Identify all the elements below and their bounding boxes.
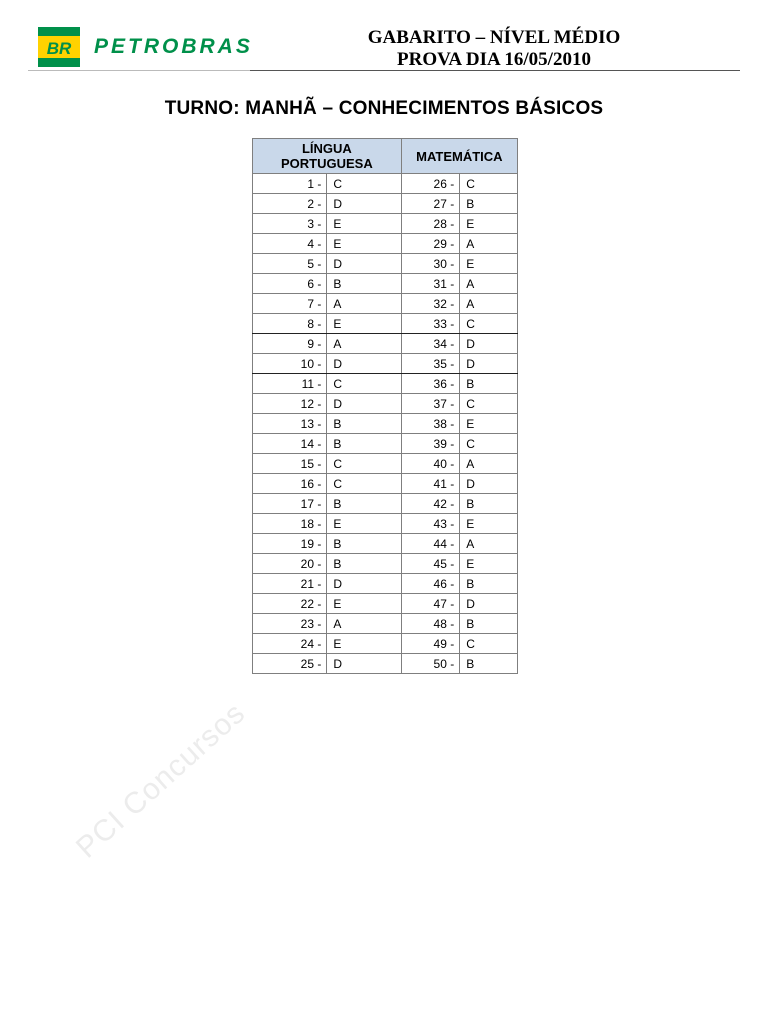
answer-letter: B <box>460 494 518 514</box>
table-row <box>253 514 518 534</box>
question-number: 18 - <box>253 514 327 534</box>
question-number: 33 - <box>401 314 459 334</box>
table-row <box>253 234 518 254</box>
question-number: 36 - <box>401 374 459 394</box>
question-number: 43 - <box>401 514 459 534</box>
br-badge-icon <box>38 27 80 67</box>
answer-key-table <box>252 138 518 674</box>
table-row <box>253 354 518 374</box>
table-header-row <box>253 139 518 174</box>
table-row <box>253 334 518 354</box>
answer-letter: A <box>460 534 518 554</box>
answer-letter: B <box>327 434 401 454</box>
title-line-1: GABARITO – NÍVEL MÉDIO <box>367 27 621 48</box>
table-row <box>253 554 518 574</box>
answer-letter: D <box>327 254 401 274</box>
question-number: 10 - <box>253 354 327 374</box>
answer-letter: A <box>460 294 518 314</box>
question-number: 11 - <box>253 374 327 394</box>
question-number: 19 - <box>253 534 327 554</box>
answer-letter: A <box>460 454 518 474</box>
question-number: 12 - <box>253 394 327 414</box>
question-number: 24 - <box>253 634 327 654</box>
question-number: 32 - <box>401 294 459 314</box>
question-number: 5 - <box>253 254 327 274</box>
header-divider-left <box>28 70 250 71</box>
table-row <box>253 494 518 514</box>
column-header-portuguese: LÍNGUA PORTUGUESA <box>253 139 402 174</box>
answer-letter: E <box>460 254 518 274</box>
answer-letter: E <box>327 314 401 334</box>
question-number: 40 - <box>401 454 459 474</box>
answer-letter: A <box>327 294 401 314</box>
answer-letter: E <box>460 414 518 434</box>
table-row <box>253 454 518 474</box>
header-divider <box>250 70 740 71</box>
answer-letter: B <box>460 194 518 214</box>
answer-letter: A <box>460 234 518 254</box>
table-row <box>253 574 518 594</box>
petrobras-logo <box>38 27 253 67</box>
answer-letter: B <box>460 654 518 674</box>
question-number: 3 - <box>253 214 327 234</box>
table-row <box>253 294 518 314</box>
question-number: 49 - <box>401 634 459 654</box>
answer-letter: C <box>460 314 518 334</box>
question-number: 8 - <box>253 314 327 334</box>
answer-letter: A <box>327 614 401 634</box>
answer-letter: E <box>460 554 518 574</box>
question-number: 14 - <box>253 434 327 454</box>
badge-text: BR <box>46 39 72 58</box>
question-number: 2 - <box>253 194 327 214</box>
question-number: 13 - <box>253 414 327 434</box>
answer-letter: E <box>327 594 401 614</box>
table-row <box>253 314 518 334</box>
answer-letter: E <box>460 214 518 234</box>
table-row <box>253 274 518 294</box>
question-number: 29 - <box>401 234 459 254</box>
question-number: 46 - <box>401 574 459 594</box>
table-row <box>253 394 518 414</box>
column-header-math: MATEMÁTICA <box>401 139 517 174</box>
table-row <box>253 614 518 634</box>
answer-letter: E <box>327 634 401 654</box>
question-number: 39 - <box>401 434 459 454</box>
table-row <box>253 174 518 194</box>
question-number: 41 - <box>401 474 459 494</box>
table-row <box>253 254 518 274</box>
question-number: 23 - <box>253 614 327 634</box>
question-number: 27 - <box>401 194 459 214</box>
question-number: 6 - <box>253 274 327 294</box>
table-row <box>253 214 518 234</box>
question-number: 21 - <box>253 574 327 594</box>
answer-letter: D <box>460 474 518 494</box>
table-row <box>253 474 518 494</box>
question-number: 17 - <box>253 494 327 514</box>
answer-letter: C <box>327 174 401 194</box>
question-number: 38 - <box>401 414 459 434</box>
answer-letter: B <box>327 414 401 434</box>
answer-letter: C <box>327 454 401 474</box>
answer-letter: D <box>460 334 518 354</box>
question-number: 45 - <box>401 554 459 574</box>
table-row <box>253 434 518 454</box>
answer-letter: D <box>327 574 401 594</box>
watermark: PCI Concursos <box>70 696 252 865</box>
answer-letter: B <box>327 494 401 514</box>
answer-letter: C <box>460 634 518 654</box>
page-header <box>0 0 768 80</box>
question-number: 9 - <box>253 334 327 354</box>
question-number: 16 - <box>253 474 327 494</box>
answer-letter: B <box>460 614 518 634</box>
answer-letter: D <box>460 594 518 614</box>
answer-letter: D <box>327 194 401 214</box>
answer-letter: B <box>460 374 518 394</box>
brand-name: PETROBRAS <box>94 35 253 58</box>
question-number: 26 - <box>401 174 459 194</box>
answer-letter: B <box>327 554 401 574</box>
table-row <box>253 194 518 214</box>
answer-letter: D <box>327 354 401 374</box>
table-row <box>253 594 518 614</box>
question-number: 25 - <box>253 654 327 674</box>
table-row <box>253 534 518 554</box>
question-number: 4 - <box>253 234 327 254</box>
question-number: 15 - <box>253 454 327 474</box>
document-title <box>324 27 664 71</box>
question-number: 50 - <box>401 654 459 674</box>
table-row <box>253 414 518 434</box>
section-title: TURNO: MANHÃ – CONHECIMENTOS BÁSICOS <box>164 98 604 119</box>
table-row <box>253 634 518 654</box>
table-row <box>253 374 518 394</box>
answer-letter: C <box>327 374 401 394</box>
table-row <box>253 654 518 674</box>
answer-letter: C <box>460 394 518 414</box>
question-number: 28 - <box>401 214 459 234</box>
answer-letter: E <box>460 514 518 534</box>
question-number: 22 - <box>253 594 327 614</box>
question-number: 37 - <box>401 394 459 414</box>
question-number: 30 - <box>401 254 459 274</box>
answer-letter: B <box>460 574 518 594</box>
answer-letter: E <box>327 514 401 534</box>
answer-letter: A <box>327 334 401 354</box>
answer-letter: D <box>460 354 518 374</box>
answer-letter: B <box>327 534 401 554</box>
question-number: 34 - <box>401 334 459 354</box>
answer-letter: E <box>327 214 401 234</box>
answer-letter: D <box>327 654 401 674</box>
question-number: 7 - <box>253 294 327 314</box>
question-number: 48 - <box>401 614 459 634</box>
answer-letter: C <box>460 174 518 194</box>
question-number: 20 - <box>253 554 327 574</box>
answer-letter: A <box>460 274 518 294</box>
question-number: 42 - <box>401 494 459 514</box>
title-line-2: PROVA DIA 16/05/2010 <box>397 49 591 70</box>
answer-letter: D <box>327 394 401 414</box>
answer-letter: B <box>327 274 401 294</box>
question-number: 47 - <box>401 594 459 614</box>
question-number: 31 - <box>401 274 459 294</box>
question-number: 35 - <box>401 354 459 374</box>
question-number: 44 - <box>401 534 459 554</box>
question-number: 1 - <box>253 174 327 194</box>
answer-letter: C <box>460 434 518 454</box>
answer-letter: E <box>327 234 401 254</box>
answer-letter: C <box>327 474 401 494</box>
